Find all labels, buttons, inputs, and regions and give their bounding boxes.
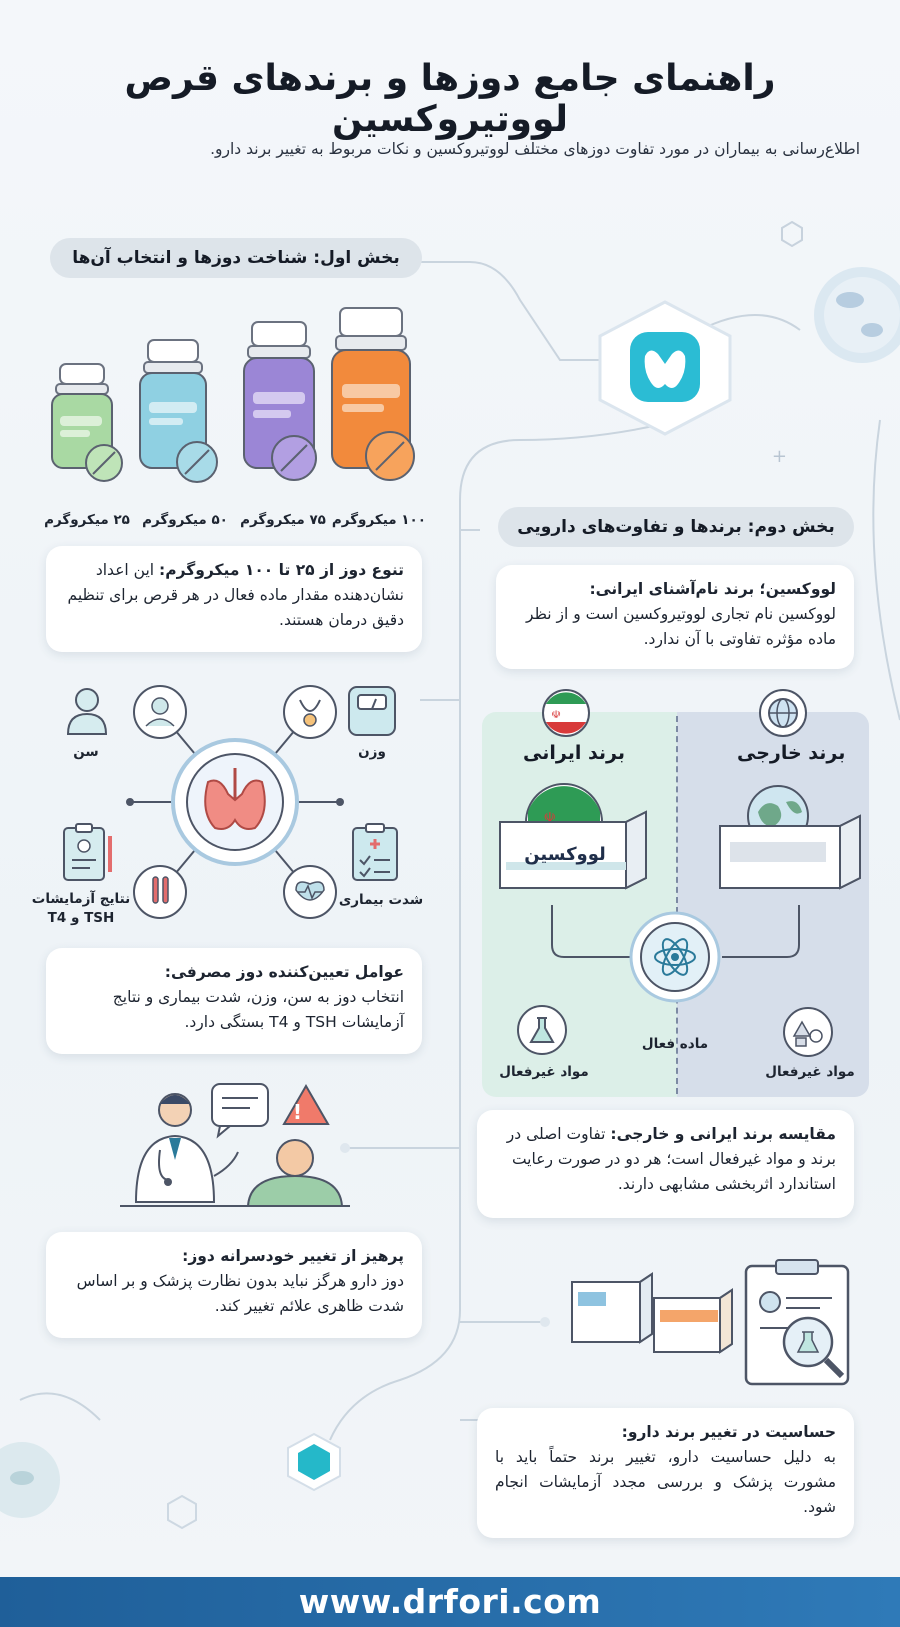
foreign-medicine-box (716, 782, 866, 902)
foreign-brand-title: برند خارجی (737, 742, 846, 764)
small-hex-icon (282, 1430, 346, 1494)
dose-factors-card-title: عوامل تعیین‌کننده دوز مصرفی: (164, 963, 404, 981)
svg-text:!: ! (292, 1100, 302, 1124)
globe-icon (758, 688, 808, 738)
iran-flag-icon (541, 688, 591, 738)
dose-bottles (40, 300, 430, 500)
flask-icon (516, 1004, 568, 1056)
person-age-icon (62, 684, 112, 738)
doctor-consultation-illustration (120, 1080, 350, 1215)
self-change-card-title: پرهیز از تغییر خودسرانه دوز: (182, 1247, 404, 1265)
factor-weight-label: وزن (358, 744, 386, 760)
levoxin-card (496, 565, 854, 669)
lab-report-icon (60, 822, 116, 884)
inactive-label-iranian: مواد غیرفعال (499, 1064, 589, 1080)
iranian-box-label: لووکسین (524, 844, 606, 865)
medical-chart-icon (350, 822, 400, 884)
bottle-100-icon (332, 308, 414, 480)
svg-text:+: + (771, 446, 787, 467)
factor-tests-line2: TSH و T4 (47, 910, 115, 926)
self-change-warning-card (46, 1232, 422, 1338)
svg-text:☫: ☫ (551, 708, 561, 721)
bottle-50-icon (140, 340, 217, 482)
page-title: راهنمای جامع دوزها و برندهای قرص لووتیروکسین (124, 58, 776, 140)
factor-tests-label (26, 890, 136, 928)
inactive-shapes-icon (782, 1006, 834, 1058)
factor-age-label: سن (73, 744, 99, 760)
iranian-brand-title: برند ایرانی (523, 742, 626, 764)
footer-website-link[interactable]: www.drfori.com (0, 1577, 900, 1627)
dose-factors-card (46, 948, 422, 1054)
brand-switch-illustration (570, 1258, 865, 1388)
inactive-label-foreign: مواد غیرفعال (765, 1064, 855, 1080)
compare-card-title: مقایسه برند ایرانی و خارجی: (610, 1125, 836, 1143)
section2-heading: بخش دوم: برندها و تفاوت‌های دارویی (498, 507, 854, 547)
self-change-card-text: دوز دارو هرگز نباید بدون نظارت پزشک و بر اساس شدت ظاهری علائم تغییر کند. (76, 1272, 404, 1315)
page-subtitle: اطلاع‌رسانی به بیماران در مورد تفاوت دوزهای مختلف لووتیروکسین و نکات مربوط به تغییر برند دارو. (210, 140, 860, 158)
sensitivity-card-title: حساسیت در تغییر برند دارو: (621, 1423, 836, 1441)
bottle-25-icon (52, 364, 122, 481)
dose-range-card-text: این اعداد نشان‌دهنده مقدار ماده فعال در هر قرص برای تنظیم دقیق درمان هستند. (67, 561, 404, 629)
weight-scale-icon (346, 684, 398, 738)
iranian-medicine-box (496, 782, 656, 902)
levoxin-card-title: لووکسین؛ برند نام‌آشنای ایرانی: (589, 580, 836, 598)
svg-text:☫: ☫ (543, 810, 556, 826)
factor-tests-line1: نتایج آزمایشات (31, 891, 131, 907)
sensitivity-card-text: به دلیل حساسیت دارو، تغییر برند حتماً باید با مشورت پزشک و بررسی مجدد آزمایشات انجام شود. (495, 1448, 836, 1516)
logo-hexagon (590, 298, 740, 438)
dose-range-card-title: تنوع دوز از ۲۵ تا ۱۰۰ میکروگرم: (159, 561, 404, 579)
dose-label-75: ۷۵ میکروگرم (240, 512, 326, 528)
dose-label-25: ۲۵ میکروگرم (44, 512, 130, 528)
brand-change-sensitivity-card (477, 1408, 854, 1538)
bottle-75-icon (244, 322, 316, 480)
dose-label-100: ۱۰۰ میکروگرم (331, 512, 426, 528)
factor-severity-label: شدت بیماری (338, 892, 424, 908)
dose-label-50: ۵۰ میکروگرم (142, 512, 228, 528)
section1-heading: بخش اول: شناخت دوزها و انتخاب آن‌ها (50, 238, 422, 278)
dose-range-card (46, 546, 422, 652)
compare-card-text: تفاوت اصلی در برند و مواد غیرفعال است؛ هر دو در صورت رعایت استاندارد اثربخشی مشابهی دارند. (506, 1125, 836, 1193)
dose-factors-card-text: انتخاب دوز به سن، وزن، شدت بیماری و نتایج آزمایشات TSH و T4 بستگی دارد. (112, 988, 404, 1031)
levoxin-card-text: لووکسین نام تجاری لووتیروکسین است و از نظر ماده مؤثره تفاوتی با آن ندارد. (526, 605, 836, 648)
brand-compare-card (477, 1110, 854, 1218)
active-ingredient-label: ماده فعال (641, 1036, 709, 1052)
